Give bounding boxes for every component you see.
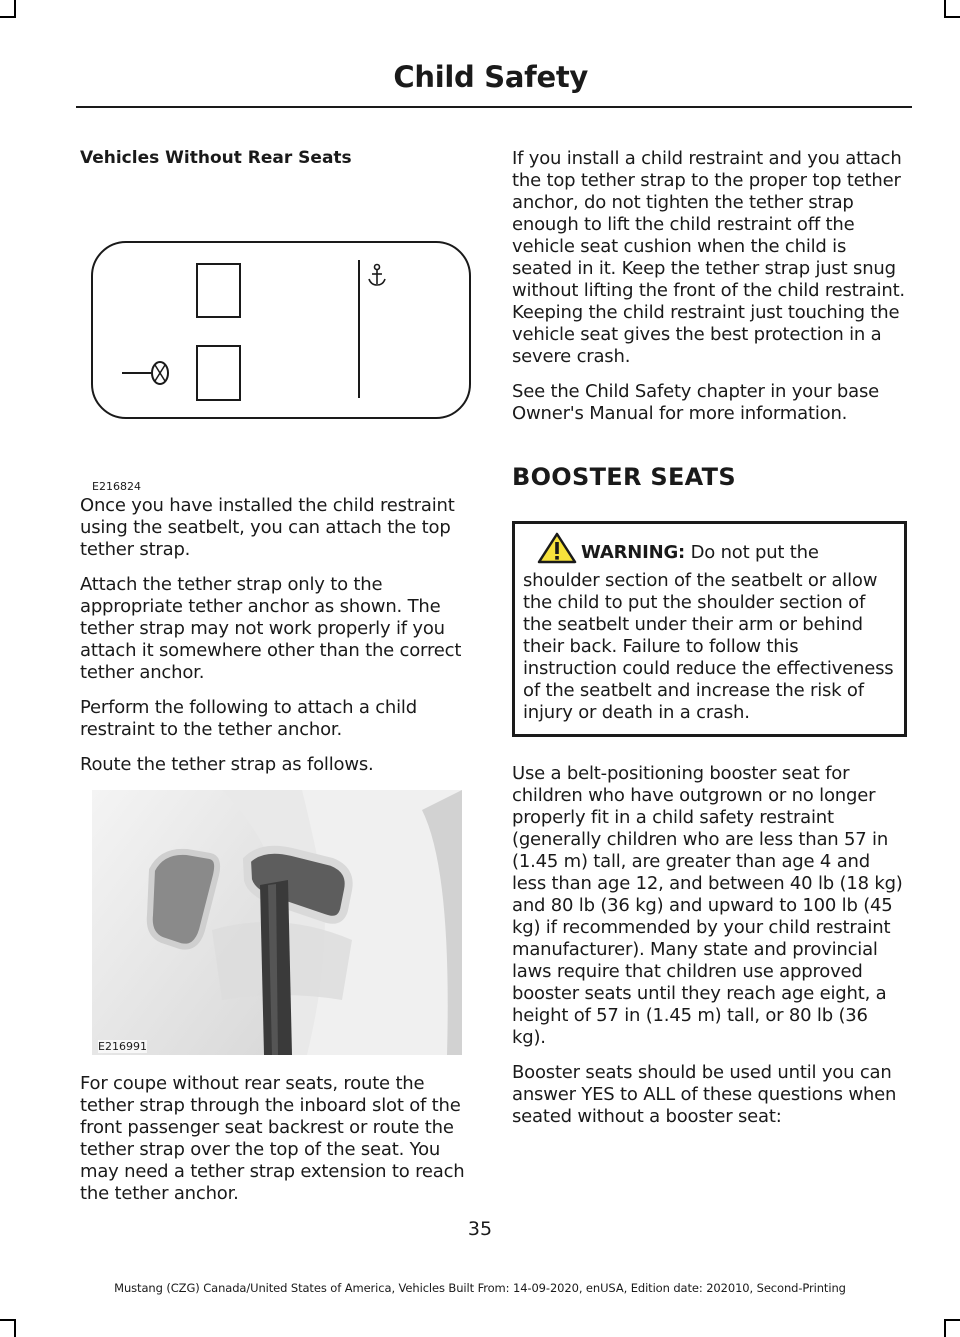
paragraph: Booster seats should be used until you can answer YES to ALL of these questions when seated without a booster seat: [512,1062,897,1127]
page-title: Child Safety [393,60,588,94]
crop-mark [944,1319,960,1321]
header-divider [76,106,912,108]
left-column [80,148,475,1218]
figure-code: E216824 [92,480,141,493]
section-title: BOOSTER SEATS [512,463,736,491]
paragraph: Route the tether strap as follows. [80,754,374,775]
crop-mark [14,1319,16,1337]
crop-mark [0,1319,16,1321]
warning-triangle-icon [537,532,577,570]
warning-text: Do not put the shoulder section of the seatbelt or allow the child to put the shoulder section of the seatbelt under their arm or behind their back. Failure to follow this instruction could reduce the effectiveness of the seatbelt and increase the risk of injury or death in a crash. [523,542,894,723]
crop-mark [944,1319,946,1337]
anchor-icon [369,265,385,286]
crop-mark [944,16,960,18]
paragraph: If you install a child restraint and you attach the top tether strap to the proper top tether anchor, do not tighten the tether strap enough to lift the child restraint off the vehicle seat cushion when the child is seated in it. Keep the tether strap just snug without lifting the front of the child restraint. Keeping the child restraint just touching the vehicle seat gives the best protection in a severe crash. [512,148,905,367]
seat-svg [92,790,462,1055]
right-column [512,148,907,1141]
warning-label: WARNING: [581,542,686,563]
paragraph: See the Child Safety chapter in your base Owner's Manual for more information. [512,381,880,424]
crop-mark [0,16,16,18]
paragraph: Perform the following to attach a child restraint to the tether anchor. [80,697,417,740]
footer-text: Mustang (CZG) Canada/United States of America, Vehicles Built From: 14-09-2020, enUSA, Edition date: 202010, Second-Printing [114,1281,846,1295]
warning-box [512,521,907,737]
paragraph: For coupe without rear seats, route the tether strap through the inboard slot of the front passenger seat backrest or route the tether strap over the top of the seat. You may need a tether strap extension to reach the tether anchor. [80,1073,465,1204]
paragraph: Attach the tether strap only to the appropriate tether anchor as shown. The tether strap may not work properly if you attach it somewhere other than the correct tether anchor. [80,574,462,683]
paragraph: Once you have installed the child restraint using the seatbelt, you can attach the top tether strap. [80,495,455,560]
anchor-diagram-svg [80,194,475,454]
paragraph: Use a belt-positioning booster seat for children who have outgrown or no longer properly fit in a child safety restraint (generally children who are less than 57 in (1.45 m) tall, are greater than age 4 and less than age 12, and between 40 lb (18 kg) and 80 lb (36 kg) and upward to 100 lb (45 kg) if recommended by your child restraint manufacturer). Many state and provincial laws require that children use approved booster seats until they reach age eight, a height of 57 in (1.45 m) tall, or 80 lb (36 kg). [512,763,903,1048]
tether-anchor-diagram [80,194,475,493]
figure-code: E216991 [98,1040,147,1053]
seat-backrest-illustration [92,790,462,1055]
page-number: 35 [467,1218,493,1240]
subheading: Vehicles Without Rear Seats [80,148,352,168]
